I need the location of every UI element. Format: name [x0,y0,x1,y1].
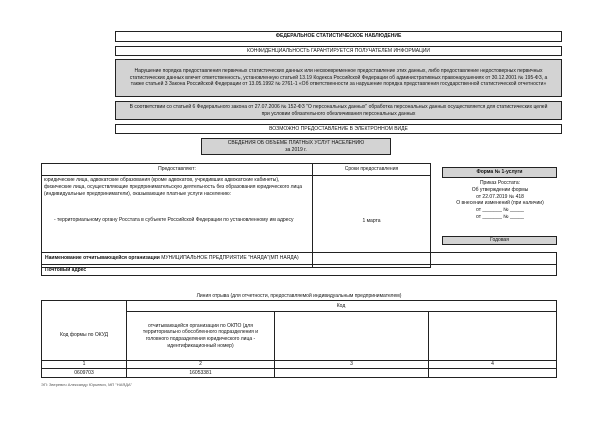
col-number-1 [42,361,126,368]
order-line3: от 22.07.2019 № 418 [476,193,524,200]
report-title-line2: за 2019 г. [285,146,307,153]
order-change-row-2 [476,214,524,221]
okpo-header [127,312,274,360]
code-header-text: Код [336,302,346,309]
postal-address-row [45,267,86,274]
deadline-value-text: 1 марта [362,218,381,225]
col-number-1-text: 1 [82,361,86,368]
submitters-header [42,164,312,175]
col-number-2-text: 2 [199,361,202,368]
col-number-2 [127,361,274,368]
col-number-3-text: 3 [350,361,353,368]
okpo-code-value-text: 16053381 [189,369,212,376]
submitters-header-text: Предоставляют: [158,166,196,173]
violation-notice-text: Нарушение порядка предоставления первичных статистических данных или несвоевременное предоставление этих данных, либо предоставление недостоверных первичных статистических данных влечет ответственность, установленную статьей 13.19 Кодекса Российской Федерации об административных правонарушениях от 30.12.2001 № 195-ФЗ, а также статьей 3 Закона Российской Федерации от 13.05.1992 № 2761-1 «Об ответственности за нарушение порядка представления государственной статистической отчетности» [129,67,548,88]
code-header [126,301,556,311]
deadline-header [313,164,430,175]
personal-data-notice-text: В соответствии со статьей 6 Федерального закона от 27.07.2006 № 152-ФЗ "О персональных данных" обработка персональных данных осуществляется для статистических целей при условии обязательного обезличивания персональных данных [129,103,548,117]
order-line2: Об утверждении формы [471,186,529,193]
code-col3-value[interactable] [275,369,428,377]
report-title [201,138,391,155]
order-change-from-1: от [476,207,482,213]
confidentiality-notice [115,46,562,56]
order-change-number-sign-1: № [503,207,509,213]
order-change-date-blank-1: _______ [482,207,502,213]
organization-block [41,252,557,276]
col-number-4-text: 4 [491,361,494,368]
form-order-info [440,180,560,221]
violation-notice [115,59,562,97]
okud-code-value[interactable] [42,369,126,377]
signature-footer-text: ЭП: Зверевич Александр Юрьевич, МП "НАЯДА" [41,382,133,387]
report-period-text: Годовая [490,237,509,244]
okpo-header-text: отчитывающейся организации по ОКПО (для территориально обособленного подразделения и головного подразделения юридического лица - идентификационный номер) [142,322,259,349]
form-header-title [115,31,562,42]
form-number-label-text: Форма № 1-услуги [476,169,523,176]
order-change-date-blank-2: _______ [482,213,502,220]
report-period [442,236,557,245]
cut-line-text: Линия отрыва (для отчетности, предоставляемой индивидуальным предпринимателем) [196,293,402,299]
okud-code-value-text: 0609703 [74,369,94,376]
deadline-header-text: Сроки предоставления [344,166,399,173]
codes-table [41,300,557,378]
form-number-label [442,167,557,178]
report-title-line1: СВЕДЕНИЯ ОБ ОБЪЕМЕ ПЛАТНЫХ УСЛУГ НАСЕЛЕНИЮ [227,139,365,146]
order-change-number-sign-2: № [503,213,509,220]
submitters-destination-text: - территориальному органу Росстата в субъекте Российской Федерации по установленному им адресу [54,217,294,223]
cut-line-caption [41,293,557,300]
submitters-description [44,177,308,197]
order-line1: Приказ Росстата: [479,180,521,186]
form-header-title-text: ФЕДЕРАЛЬНОЕ СТАТИСТИЧЕСКОЕ НАБЛЮДЕНИЕ [275,33,402,40]
order-change-number-blank-1: _____ [510,207,524,213]
col-number-4 [429,361,556,368]
confidentiality-text: КОНФИДЕНЦИАЛЬНОСТЬ ГАРАНТИРУЕТСЯ ПОЛУЧАТЕЛЕМ ИНФОРМАЦИИ [246,47,431,54]
okud-header-text: Код формы по ОКУД [59,332,109,339]
submitters-description-text: юридические лица, адвокатские образования (кроме адвокатов, учредивших адвокатские кабинеты), физические лица, осуществляющие предпринимательскую деятельность без образования юридического лица (индивидуальные предприниматели), оказывающие платные услуги населению: [44,177,302,197]
okpo-code-value[interactable] [127,369,274,377]
organization-name-label: Наименование отчитывающейся организации [45,255,160,261]
organization-name-value[interactable]: МУНИЦИПАЛЬНОЕ ПРЕДПРИЯТИЕ "НАЯДА"(МП НАЯДА) [161,255,299,261]
organization-name-row [45,255,299,262]
personal-data-notice [115,101,562,120]
order-change-number-blank-2: _____ [510,213,524,220]
postal-address-label: Почтовый адрес [45,267,87,273]
order-changes: О внесении изменений (при наличии) [456,200,544,207]
signature-footer [41,382,132,387]
order-change-from-2: от [476,213,482,220]
col-number-3 [275,361,428,368]
electronic-submission-notice [115,124,562,134]
submitters-destination [54,217,294,224]
order-change-row-1 [476,207,524,214]
code-col4-value[interactable] [429,369,556,377]
okud-header [42,311,126,360]
electronic-submission-text: ВОЗМОЖНО ПРЕДОСТАВЛЕНИЕ В ЭЛЕКТРОННОМ ВИДЕ [269,125,408,132]
